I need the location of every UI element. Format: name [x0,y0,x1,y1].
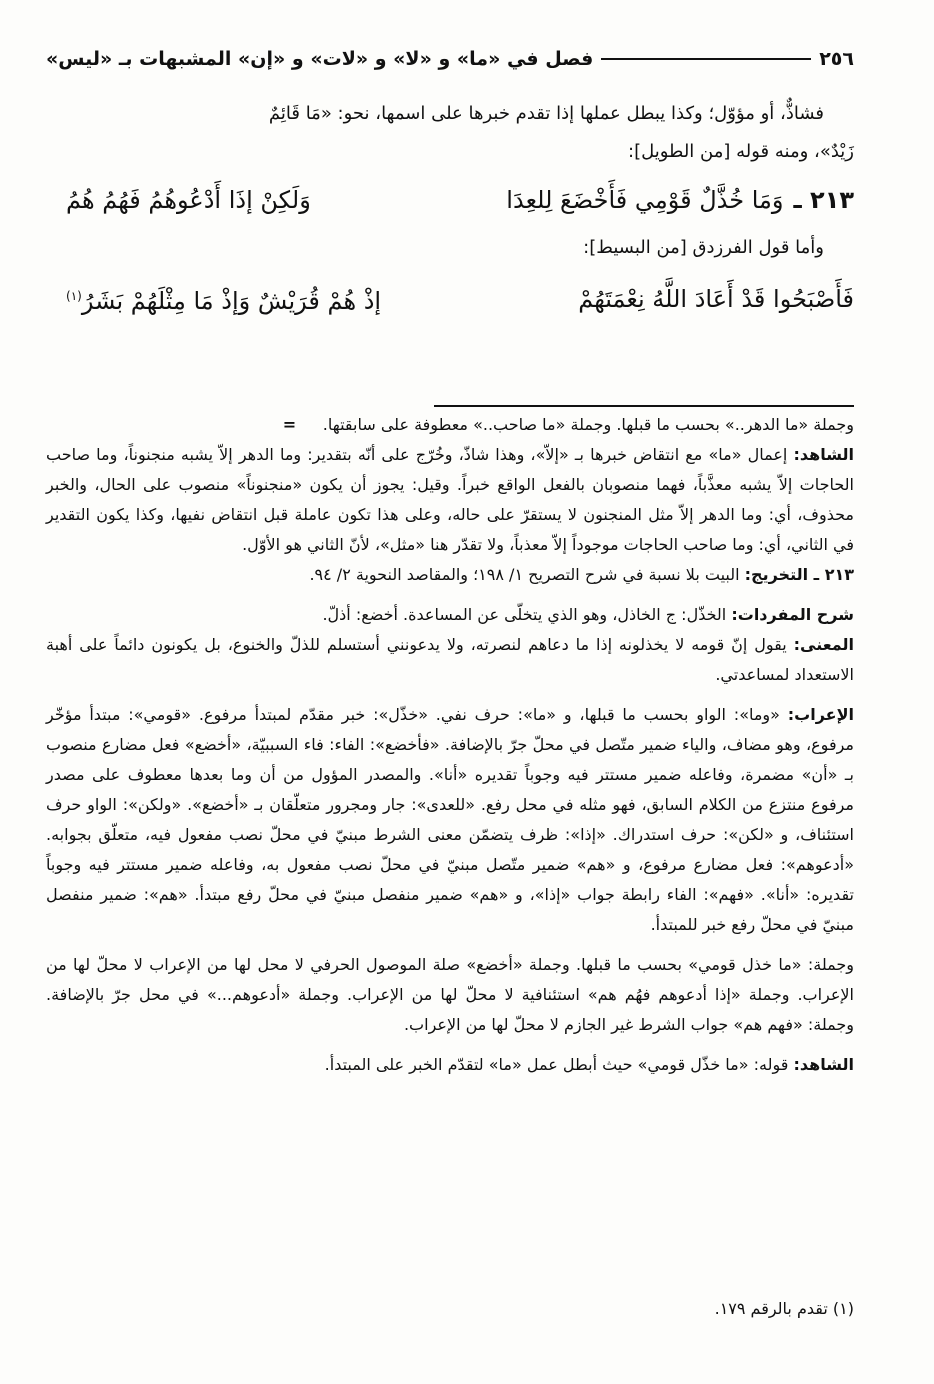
jumal-note: وجملة: «ما خذل قومي» بحسب ما قبلها. وجملة «أخضع» صلة الموصول الحرفي لا محل لها من الإعراب لا محلّ لها من الإعراب. وجملة «إذا أدعوهم فهُم هم» استئنافية لا محلّ لها من الإعراب. وجملة «أدعوهم...» في محل جرّ بالإضافة. وجملة: «فهم هم» جواب الشرط غير الجازم لا محلّ لها من الإعراب. [46,955,854,1034]
verse-second-hemistich [66,267,460,330]
note-label: الشاهد: [793,1055,854,1074]
verse-farazdaq [66,267,854,330]
hemistich-text: إذْ هُمْ قُرَيْشٌ وَإذْ مَا مِثْلَهُمْ بَشَرُ [81,287,382,315]
footnote-marker: (١) [66,289,82,303]
verse-first-hemistich: وَمَا خُذَّلٌ قَوْمِي فَأَخْضَعَ لِلعِدَا [506,186,784,214]
takhrij-note [46,560,854,590]
page-header [46,44,854,74]
note-text: قوله: «ما خذّل قومي» حيث أبطل عمل «ما» لتقدّم الخبر على المبتدأ. [324,1055,789,1074]
note-text: «وما»: الواو بحسب ما قبلها، و «ما»: حرف نفي. «خذّل»: خبر مقدّم لمبتدأ مرفوع. «قومي»: مبتدأ مؤخّر مرفوع، وهو مضاف، والياء ضمير متّصل في محلّ جرّ بالإضافة. «فأخضع»: الفاء: فاء السببيّة، «أخضع» فعل مضارع منصوب بـ «أن» مضمرة، وفاعله ضمير مستتر فيه وجوباً تقديره «أنا». والمصدر المؤول من أن وما بعدها معطوف على مصدر مرفوع منتزع من الكلام السابق، فهو مثله في محل رفع. «للعدى»: جار ومجرور متعلّقان بـ «أخضع». «ولكن»: الواو حرف استئناف، و «لكن»: حرف استدراك. «إذا»: ظرف يتضمّن معنى الشرط مبنيّ في محلّ نصب مفعول فيه، متعلّق بجوابه. «أدعوهم»: فعل مضارع مرفوع، و «هم» ضمير متّصل مبنيّ في محلّ نصب مفعول به، وفاعله ضمير مستتر فيه وجوباً تقديره: «أنا». «فهم»: الفاء رابطة جواب «إذا»، و «هم» ضمير منفصل مبنيّ في محلّ رفع مبتدأ. «هم»: ضمير منفصل مبنيّ في محلّ رفع خبر للمبتدأ. [46,705,854,934]
shahid-note-2 [46,1050,854,1080]
running-title: فصل في «ما» و «لا» و «لات» و «إن» المشبهات بـ «ليس» [46,48,594,70]
footnote-separator [434,405,854,407]
note-text: إعمال «ما» مع انتقاض خبرها بـ «إلاّ»، وهذا شاذّ، وخُرّج على أنّه بتقدير: وما الدهر إلاّ يشبه منجنوناً، وما صاحب الحاجات إلاّ يشبه معذَّباً، فهما منصوبان بالفعل الواقع خبراً. وقيل: يجوز أن يكون «منجنوناً» منصوب على الحال، والخبر محذوف، أي: وما الدهر إلاّ مثل المنجنون لا يستقرّ على حاله، وعلى هذا تكون عاملة قبل انتقاض نفيها، وكذا يكون التقدير في الثاني، أي: وما صاحب الحاجات موجوداً إلاّ معذباً، ولا تقدّر هنا «مثل»، لأنّ الثاني هو الأوّل. [46,445,854,554]
note-text: الخذّل: ج الخاذل، وهو الذي يتخلّى عن المساعدة. أخضع: أذلّ. [322,605,727,624]
note-text: البيت بلا نسبة في شرح التصريح ١/ ١٩٨؛ والمقاصد النحوية ٢/ ٩٤. [309,565,740,584]
continuation-note [46,410,854,440]
main-text [66,95,854,330]
note-label: شرح المفردات: [731,605,854,624]
verse-first-hemistich: فَأَصْبَحُوا قَدْ أَعَادَ اللَّهُ نِعْمَتَهُمْ [578,284,854,313]
shahid-note [46,440,854,560]
header-rule [601,58,811,60]
note-label: الشاهد: [793,445,854,464]
verse-second-hemistich: وَلَكِنْ إذَا أَدْعُوهُمُ فَهُمُ هُمُ [65,186,311,214]
note-text: يقول إنّ قومه لا يخذلونه إذا ما دعاهم لنصرته، ولا يدعونني أستسلم للذلّ والخنوع، بل يكونون دائماً على أهبة الاستعداد لمساعدتي. [46,635,854,684]
note-label: المعنى: [793,635,854,654]
page-number: ٢٥٦ [819,48,854,70]
verse-number: ٢١٣ ـ [793,186,854,214]
paragraph: فشاذٌّ، أو مؤوّل؛ وكذا يبطل عملها إذا تقدم خبرها على اسمها، نحو: «مَا قَائِمٌ [268,103,824,124]
verse-213 [66,171,854,229]
note-text: وجملة «ما الدهر..» بحسب ما قبلها. وجملة «ما صاحب..» معطوفة على سابقتها. [322,415,854,434]
notes-section [46,410,854,1080]
maana-note [46,630,854,690]
mufradat-note [46,600,854,630]
footnote: (١) تقدم بالرقم ١٧٩. [714,1299,854,1318]
note-label: الإعراب: [787,705,855,724]
paragraph: وأما قول الفرزدق [من البسيط]: [583,237,824,258]
paragraph: زَيْدٌ»، ومنه قوله [من الطويل]: [628,141,854,162]
note-label: ٢١٣ ـ التخريج: [744,565,854,584]
continuation-mark: = [282,415,297,434]
irab-note [46,700,854,940]
